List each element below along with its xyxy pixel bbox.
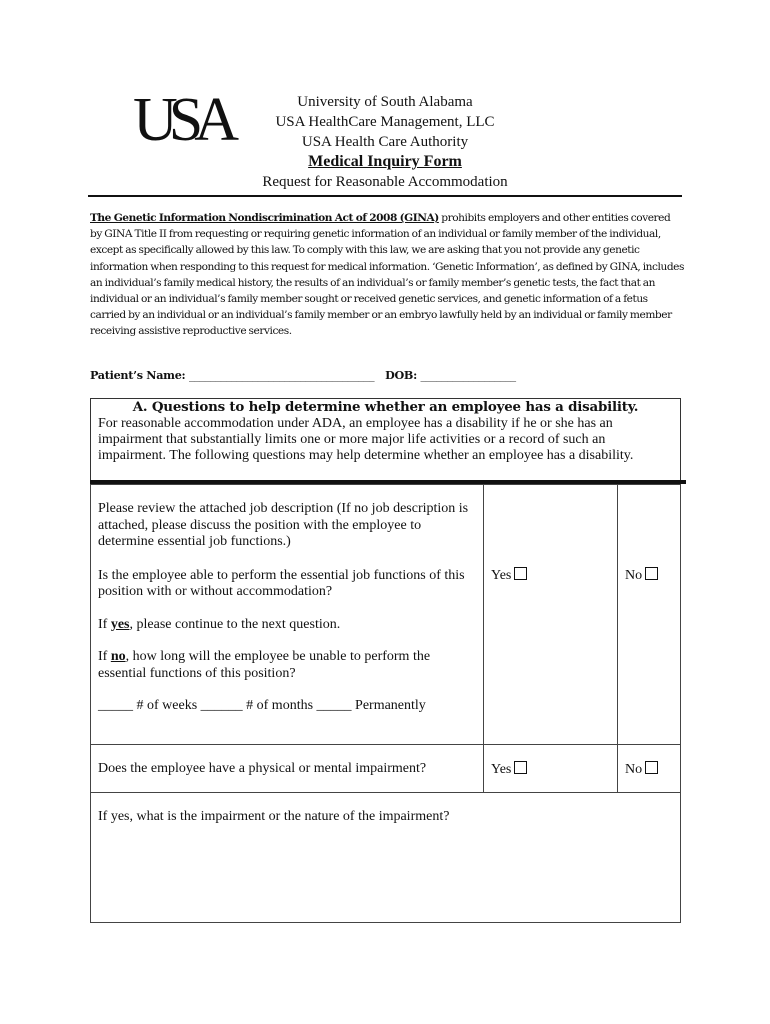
q3-answer-cell[interactable] <box>91 793 681 923</box>
q1-if-yes-rest: , please continue to the next question. <box>129 616 341 632</box>
q2-question-text: Does the employee have a physical or mental impairment? <box>98 761 427 776</box>
q1-yes-cell <box>484 485 618 745</box>
form-subtitle: Request for Reasonable Accommodation <box>262 174 508 190</box>
patient-name-label: Patient’s Name: <box>90 368 186 382</box>
institution-name: University of South Alabama <box>297 94 473 110</box>
q2-no-cell <box>618 745 681 793</box>
q1-if-no-rest: , how long will the employee be unable to perform the essential functions of this position? <box>98 649 431 681</box>
patient-name-field[interactable]: ___________________________________ <box>188 369 375 382</box>
q1-no-cell <box>618 485 681 745</box>
q2-yes-cell <box>484 745 618 793</box>
logo-text: USA <box>133 86 231 154</box>
q1-question-text: Is the employee able to perform the essential job functions of this position with or without accommodation? <box>98 567 465 599</box>
gina-act-name: The Genetic Information Nondiscrimination Act of 2008 (GINA) <box>90 212 439 224</box>
q1-duration-fields[interactable]: _____ # of weeks ______ # of months _____ Permanently <box>98 698 426 713</box>
q1-yes-label: Yes <box>491 568 512 583</box>
q1-if-yes-prefix: If <box>98 616 111 632</box>
section-a-box <box>90 398 681 482</box>
q1-no-checkbox[interactable] <box>645 567 658 580</box>
q3-question-text: If yes, what is the impairment or the nature of the impairment? <box>98 809 450 824</box>
authority-name: USA Health Care Authority <box>301 134 469 150</box>
q1-no-label: No <box>625 568 643 583</box>
gina-notice <box>90 210 684 340</box>
dob-field[interactable]: __________________ <box>420 369 516 382</box>
section-a-intro: For reasonable accommodation under ADA, an employee has a disability if he or she has an impairment that substantially limits one or more major life activities or a record of such an impairment. The following questions may help determine whether an employee has a disability. <box>98 416 634 463</box>
q1-if-no-text <box>98 649 477 682</box>
q1-no-option[interactable] <box>625 568 658 583</box>
form-title: Medical Inquiry Form <box>308 153 462 170</box>
q1-yes-option[interactable] <box>491 568 527 583</box>
patient-info-line <box>90 368 516 382</box>
q2-text-cell <box>91 745 484 793</box>
q1-if-yes-text <box>98 617 477 634</box>
q2-no-option[interactable] <box>625 762 658 777</box>
section-a-heading: A. Questions to help determine whether an employee has a disability. <box>132 399 639 415</box>
table-row <box>91 793 681 923</box>
q1-if-yes-word: yes <box>110 616 130 632</box>
q2-no-label: No <box>625 762 643 777</box>
q2-yes-checkbox[interactable] <box>514 761 527 774</box>
q2-yes-option[interactable] <box>491 762 527 777</box>
q1-yes-checkbox[interactable] <box>514 567 527 580</box>
company-name: USA HealthCare Management, LLC <box>275 114 495 130</box>
q1-if-no-prefix: If <box>98 649 111 664</box>
header-divider <box>88 195 682 197</box>
dob-label: DOB: <box>385 368 417 382</box>
table-row <box>91 745 681 793</box>
q1-review-text: Please review the attached job description (If no job description is attached, please discuss the position with the employee to determine essential job functions.) <box>98 501 469 549</box>
q2-no-checkbox[interactable] <box>645 761 658 774</box>
questions-table <box>90 484 681 923</box>
letterhead <box>200 92 570 192</box>
q1-text-cell <box>91 485 484 745</box>
q1-if-no-word: no <box>110 649 126 664</box>
gina-body: prohibits employers and other entities covered by GINA Title II from requesting or requiring genetic information of an individual or family member of the individual, except as specifically allowed by this law. To comply with this law, we are asking that you not provide any genetic information when responding to this request for medical information. ‘Genetic Information’, as defined by GINA, includes an individual’s family medical history, the results of an individual’s or family member’s genetic tests, the fact that an individual or an individual’s family member sought or received genetic services, and genetic information of a fetus carried by an individual or an individual’s family member or an embryo lawfully held by an individual or family member receiving assistive reproductive services. <box>90 212 684 338</box>
q2-yes-label: Yes <box>491 762 512 777</box>
table-row <box>91 485 681 745</box>
